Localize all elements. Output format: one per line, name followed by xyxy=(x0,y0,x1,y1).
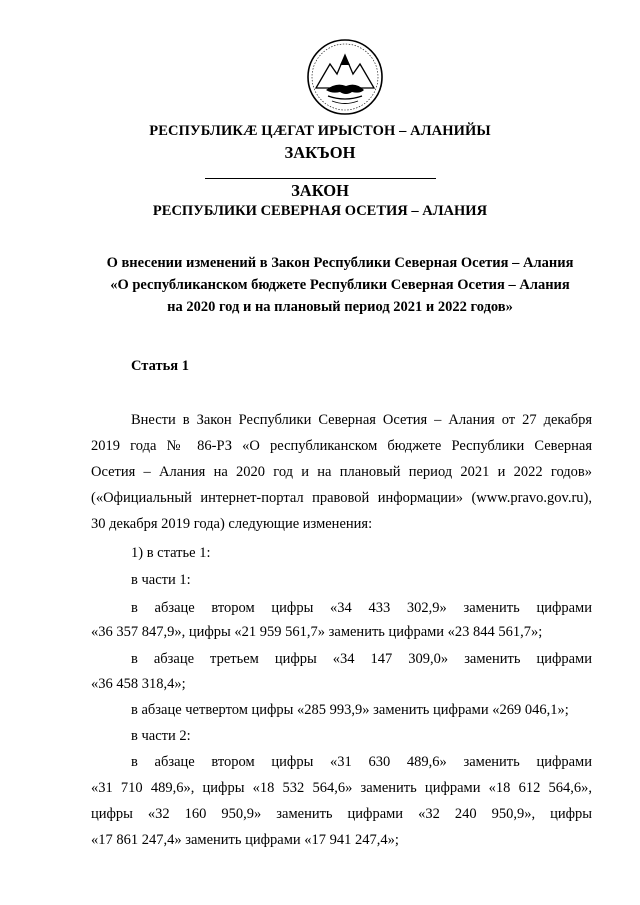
paragraph-line: «17 861 247,4» заменить цифрами «17 941 247,4»; xyxy=(91,832,399,848)
paragraph-line: «31 710 489,6», цифры «18 532 564,6» заменить цифрами «18 612 564,6», xyxy=(91,780,592,796)
paragraph-line: («Официальный интернет-портал правовой информации» (www.pravo.gov.ru), xyxy=(91,490,592,506)
ossetian-law-word: ЗАКЪОН xyxy=(284,143,356,162)
paragraph-line: 30 декабря 2019 года) следующие изменения: xyxy=(91,516,373,532)
russian-law-word: ЗАКОН xyxy=(291,181,349,200)
law-title-line: на 2020 год и на плановый период 2021 и 2022 годов» xyxy=(167,299,513,315)
paragraph-line: в абзаце втором цифры «31 630 489,6» заменить цифрами xyxy=(131,754,592,770)
paragraph-line: в абзаце втором цифры «34 433 302,9» заменить цифрами xyxy=(131,600,592,616)
russian-republic-name: РЕСПУБЛИКИ СЕВЕРНАЯ ОСЕТИЯ – АЛАНИЯ xyxy=(152,203,488,219)
list-item: 1) в статье 1: xyxy=(131,545,211,561)
paragraph-line: 2019 года № 86-РЗ «О республиканском бюджете Республики Северная xyxy=(91,438,592,454)
list-item: в части 1: xyxy=(131,572,191,588)
paragraph-line: «36 357 847,9», цифры «21 959 561,7» заменить цифрами «23 844 561,7»; xyxy=(91,624,543,640)
coat-of-arms-emblem xyxy=(306,38,384,116)
article-heading: Статья 1 xyxy=(131,358,189,374)
paragraph-line: «36 458 318,4»; xyxy=(91,676,186,692)
paragraph-line: Осетия – Алания на 2020 год и на плановый период 2021 и 2022 годов» xyxy=(91,464,592,480)
paragraph-line: в абзаце третьем цифры «34 147 309,0» заменить цифрами xyxy=(131,651,592,667)
paragraph-line: цифры «32 160 950,9» заменить цифрами «32 240 950,9», цифры xyxy=(91,806,592,822)
law-title-line: «О республиканском бюджете Республики Северная Осетия – Алания xyxy=(110,277,570,293)
header-divider xyxy=(205,178,436,179)
law-title-line: О внесении изменений в Закон Республики Северная Осетия – Алания xyxy=(106,255,574,271)
paragraph-line: Внести в Закон Республики Северная Осетия – Алания от 27 декабря xyxy=(131,412,592,428)
paragraph-line: в абзаце четвертом цифры «285 993,9» заменить цифрами «269 046,1»; xyxy=(131,702,569,718)
list-item: в части 2: xyxy=(131,728,191,744)
ossetian-republic-name: РЕСПУБЛИКÆ ЦÆГАТ ИРЫСТОН – АЛАНИЙЫ xyxy=(149,123,491,139)
